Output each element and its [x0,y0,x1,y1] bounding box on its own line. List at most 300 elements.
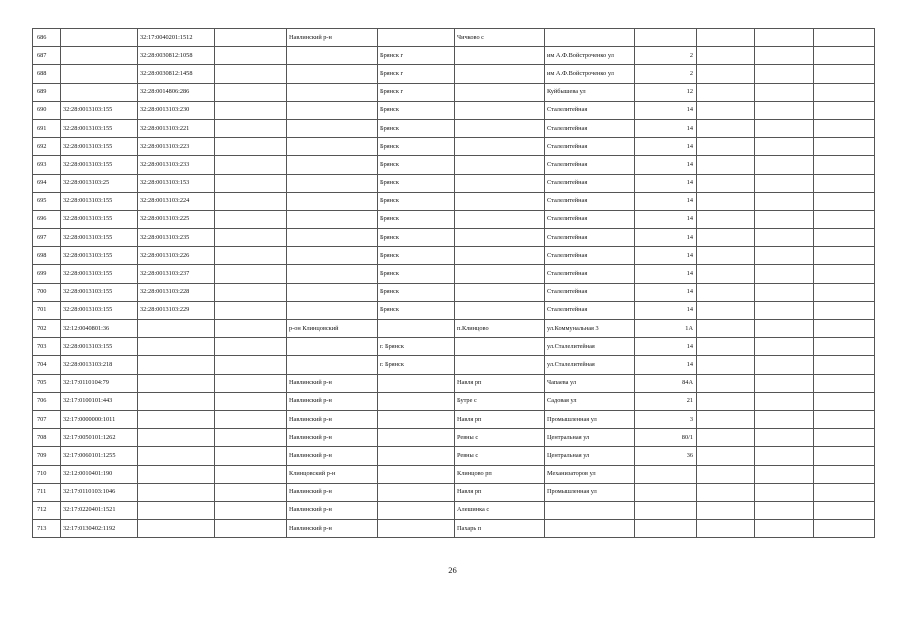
cell-extra-code [215,356,287,374]
cell-extra-code [215,119,287,137]
cell-extra-1 [697,47,755,65]
cell-cadastral-number: 32:28:0013103:153 [138,174,215,192]
cell-row-index: 689 [33,83,61,101]
cell-extra-3 [814,247,875,265]
cell-extra-code [215,520,287,538]
cell-city: Брянск [378,101,455,119]
table-row [33,101,875,119]
cell-extra-3 [814,119,875,137]
cell-city: Брянск [378,119,455,137]
cell-district: Навлинский р-н [287,29,378,47]
cell-row-index: 687 [33,47,61,65]
cell-extra-3 [814,410,875,428]
cell-extra-1 [697,392,755,410]
cell-extra-2 [755,338,814,356]
cell-extra-2 [755,356,814,374]
cell-row-index: 688 [33,65,61,83]
table-row [33,356,875,374]
cell-settlement [455,83,545,101]
cell-settlement [455,301,545,319]
cell-extra-3 [814,101,875,119]
cell-street: Сталелитейная [545,229,635,247]
cell-parent-cadastral-number: 32:28:0013103:155 [61,265,138,283]
cell-extra-2 [755,501,814,519]
cell-extra-code [215,29,287,47]
cell-extra-3 [814,192,875,210]
cell-city: Брянск [378,265,455,283]
cell-parent-cadastral-number [61,29,138,47]
cell-extra-2 [755,210,814,228]
table-row [33,338,875,356]
cell-street [545,501,635,519]
cell-extra-2 [755,119,814,137]
cell-parent-cadastral-number: 32:17:0110104:79 [61,374,138,392]
cell-extra-3 [814,320,875,338]
cell-parent-cadastral-number [61,47,138,65]
cell-extra-1 [697,283,755,301]
cell-house-number: 1А [635,320,697,338]
cell-street: Сталелитейная [545,156,635,174]
cell-street: Чапаева ул [545,374,635,392]
cell-parent-cadastral-number: 32:28:0013103:155 [61,229,138,247]
cell-district: Навлинский р-н [287,483,378,501]
cell-house-number: 14 [635,338,697,356]
cell-cadastral-number [138,501,215,519]
cell-settlement: Бутре с [455,392,545,410]
cell-district [287,101,378,119]
table-row [33,301,875,319]
cell-extra-2 [755,320,814,338]
cell-extra-code [215,301,287,319]
cell-extra-1 [697,138,755,156]
cell-district: Клинцовский р-н [287,465,378,483]
cell-extra-code [215,320,287,338]
page-number: 26 [448,565,457,575]
cell-settlement: Пахарь п [455,520,545,538]
table-row [33,174,875,192]
cell-district [287,356,378,374]
cell-extra-2 [755,174,814,192]
cell-extra-2 [755,101,814,119]
cell-street: Сталелитейная [545,301,635,319]
cell-district [287,83,378,101]
cell-extra-1 [697,447,755,465]
cell-extra-3 [814,338,875,356]
cell-parent-cadastral-number: 32:17:0130402:1192 [61,520,138,538]
cell-extra-code [215,429,287,447]
cell-settlement: Клинцово рп [455,465,545,483]
cell-extra-1 [697,520,755,538]
cell-extra-code [215,174,287,192]
cell-cadastral-number: 32:28:0030812:1458 [138,65,215,83]
cell-extra-1 [697,301,755,319]
cell-cadastral-number: 32:28:0013103:224 [138,192,215,210]
cell-extra-1 [697,192,755,210]
cell-extra-3 [814,29,875,47]
cell-parent-cadastral-number: 32:28:0013103:155 [61,119,138,137]
cell-row-index: 704 [33,356,61,374]
cell-extra-2 [755,192,814,210]
cell-street: ул.Сталелитейная [545,356,635,374]
cell-house-number [635,520,697,538]
cell-extra-code [215,83,287,101]
cell-house-number: 14 [635,192,697,210]
cell-city: г. Брянск [378,356,455,374]
table-row [33,447,875,465]
table-row [33,520,875,538]
cell-extra-code [215,265,287,283]
cell-row-index: 697 [33,229,61,247]
cell-settlement [455,174,545,192]
cell-cadastral-number [138,374,215,392]
cell-extra-code [215,374,287,392]
cell-street [545,520,635,538]
cell-settlement [455,229,545,247]
cell-house-number: 14 [635,283,697,301]
cell-house-number: 14 [635,119,697,137]
cell-house-number: 80/1 [635,429,697,447]
cell-house-number: 36 [635,447,697,465]
cell-settlement [455,356,545,374]
cell-house-number [635,483,697,501]
cell-extra-3 [814,392,875,410]
cell-extra-2 [755,392,814,410]
cell-street: Сталелитейная [545,119,635,137]
cell-extra-3 [814,47,875,65]
cell-parent-cadastral-number: 32:28:0013103:218 [61,356,138,374]
table-row [33,138,875,156]
cell-extra-code [215,247,287,265]
cell-extra-1 [697,101,755,119]
table-row [33,429,875,447]
cell-settlement: Навля рп [455,410,545,428]
table-row [33,192,875,210]
cell-district [287,47,378,65]
cell-extra-2 [755,374,814,392]
cell-extra-code [215,101,287,119]
cell-cadastral-number: 32:28:0013103:229 [138,301,215,319]
cell-extra-2 [755,429,814,447]
cell-extra-1 [697,374,755,392]
cell-extra-1 [697,501,755,519]
cell-city: Брянск [378,174,455,192]
cell-extra-1 [697,483,755,501]
cell-extra-code [215,283,287,301]
cell-parent-cadastral-number [61,65,138,83]
cell-extra-code [215,138,287,156]
cell-cadastral-number: 32:28:0013103:230 [138,101,215,119]
cell-city [378,501,455,519]
cell-cadastral-number: 32:28:0013103:223 [138,138,215,156]
cell-settlement: п.Клинцово [455,320,545,338]
cell-extra-code [215,465,287,483]
cell-settlement: Навля рп [455,374,545,392]
cell-district [287,210,378,228]
cell-district [287,65,378,83]
cell-district [287,338,378,356]
cell-extra-1 [697,229,755,247]
cell-extra-2 [755,301,814,319]
cell-settlement [455,338,545,356]
cell-street: Промышленная ул [545,410,635,428]
cell-extra-1 [697,65,755,83]
cell-row-index: 712 [33,501,61,519]
cell-house-number: 14 [635,138,697,156]
table-row [33,47,875,65]
cell-row-index: 711 [33,483,61,501]
cell-parent-cadastral-number: 32:17:0110103:1046 [61,483,138,501]
cell-row-index: 710 [33,465,61,483]
table-body [33,29,875,538]
cell-parent-cadastral-number: 32:28:0013103:155 [61,156,138,174]
table-row [33,320,875,338]
cell-parent-cadastral-number: 32:28:0013103:155 [61,210,138,228]
cell-street: ул.Сталелитейная [545,338,635,356]
cell-parent-cadastral-number: 32:28:0013103:155 [61,301,138,319]
cell-street: Сталелитейная [545,174,635,192]
cell-extra-3 [814,520,875,538]
cell-cadastral-number [138,392,215,410]
cell-row-index: 699 [33,265,61,283]
cell-house-number: 14 [635,356,697,374]
cell-extra-3 [814,283,875,301]
cell-extra-2 [755,520,814,538]
table-row [33,210,875,228]
cell-cadastral-number: 32:17:0040201:1512 [138,29,215,47]
cell-parent-cadastral-number: 32:12:0040801:36 [61,320,138,338]
cell-extra-code [215,338,287,356]
cell-city [378,410,455,428]
cell-extra-2 [755,465,814,483]
cell-extra-3 [814,210,875,228]
cell-extra-3 [814,229,875,247]
cell-extra-2 [755,138,814,156]
cell-settlement [455,210,545,228]
cell-row-index: 703 [33,338,61,356]
cell-district: Навлинский р-н [287,501,378,519]
cell-street: ул.Коммунальная 3 [545,320,635,338]
cell-district [287,229,378,247]
cell-extra-2 [755,447,814,465]
cell-city: Брянск г [378,47,455,65]
cell-house-number [635,465,697,483]
cell-house-number: 14 [635,247,697,265]
cell-row-index: 702 [33,320,61,338]
cell-extra-2 [755,247,814,265]
cell-city: Брянск [378,247,455,265]
cell-city: Брянск [378,210,455,228]
table-row [33,65,875,83]
cell-city [378,520,455,538]
cell-cadastral-number: 32:28:0013103:237 [138,265,215,283]
cell-row-index: 706 [33,392,61,410]
cell-street: Сталелитейная [545,210,635,228]
cell-street: Промышленная ул [545,483,635,501]
table-row [33,483,875,501]
cell-street [545,29,635,47]
cell-house-number: 14 [635,156,697,174]
cell-cadastral-number [138,520,215,538]
cell-city [378,374,455,392]
cell-extra-2 [755,410,814,428]
cell-settlement [455,119,545,137]
cell-row-index: 707 [33,410,61,428]
cell-settlement [455,47,545,65]
cell-parent-cadastral-number: 32:28:0013103:25 [61,174,138,192]
cell-city [378,320,455,338]
cell-extra-3 [814,156,875,174]
cell-parent-cadastral-number: 32:28:0013103:155 [61,192,138,210]
cell-extra-1 [697,320,755,338]
cell-row-index: 691 [33,119,61,137]
cell-parent-cadastral-number: 32:28:0013103:155 [61,247,138,265]
cell-district [287,247,378,265]
cell-parent-cadastral-number: 32:17:0220401:1521 [61,501,138,519]
cell-city: Брянск [378,301,455,319]
cell-cadastral-number: 32:28:0030812:1058 [138,47,215,65]
cell-settlement [455,138,545,156]
cell-street: Куйбышева ул [545,83,635,101]
cell-extra-2 [755,83,814,101]
cell-extra-3 [814,483,875,501]
cell-cadastral-number: 32:28:0014806:286 [138,83,215,101]
document-sheet [32,28,874,538]
cell-cadastral-number [138,465,215,483]
cell-parent-cadastral-number: 32:17:0060101:1255 [61,447,138,465]
cell-extra-code [215,65,287,83]
cell-district: Навлинский р-н [287,520,378,538]
cell-cadastral-number: 32:28:0013103:225 [138,210,215,228]
cell-settlement [455,156,545,174]
cell-city [378,483,455,501]
cell-city [378,429,455,447]
cell-district: р-он Клинцовский [287,320,378,338]
cell-row-index: 708 [33,429,61,447]
cell-extra-3 [814,265,875,283]
cell-city: Брянск [378,192,455,210]
table-row [33,265,875,283]
cell-row-index: 705 [33,374,61,392]
register-table [32,28,875,538]
cell-house-number: 3 [635,410,697,428]
cell-cadastral-number [138,320,215,338]
cell-settlement: Навля рп [455,483,545,501]
cell-row-index: 693 [33,156,61,174]
cell-district [287,265,378,283]
cell-extra-1 [697,210,755,228]
cell-district [287,301,378,319]
cell-row-index: 692 [33,138,61,156]
cell-district [287,119,378,137]
table-row [33,392,875,410]
cell-row-index: 686 [33,29,61,47]
cell-row-index: 701 [33,301,61,319]
table-row [33,465,875,483]
cell-house-number: 14 [635,174,697,192]
cell-extra-code [215,47,287,65]
cell-extra-3 [814,65,875,83]
cell-extra-2 [755,265,814,283]
cell-parent-cadastral-number: 32:17:0050101:1262 [61,429,138,447]
cell-city: Брянск [378,283,455,301]
cell-cadastral-number [138,338,215,356]
cell-extra-code [215,447,287,465]
cell-extra-code [215,392,287,410]
cell-extra-3 [814,138,875,156]
cell-settlement [455,192,545,210]
cell-extra-3 [814,356,875,374]
cell-extra-2 [755,156,814,174]
cell-extra-3 [814,429,875,447]
table-row [33,410,875,428]
cell-district: Навлинский р-н [287,392,378,410]
cell-extra-1 [697,465,755,483]
cell-extra-1 [697,83,755,101]
table-row [33,156,875,174]
cell-city: г. Брянск [378,338,455,356]
cell-house-number [635,501,697,519]
cell-extra-1 [697,356,755,374]
cell-extra-3 [814,447,875,465]
cell-cadastral-number [138,429,215,447]
cell-house-number: 14 [635,101,697,119]
cell-extra-1 [697,29,755,47]
cell-row-index: 713 [33,520,61,538]
cell-street: Сталелитейная [545,101,635,119]
cell-street: им А.Ф.Войстроченко ул [545,47,635,65]
cell-cadastral-number: 32:28:0013103:226 [138,247,215,265]
cell-settlement: Алешинка с [455,501,545,519]
cell-extra-2 [755,229,814,247]
cell-parent-cadastral-number: 32:28:0013103:155 [61,283,138,301]
cell-parent-cadastral-number: 32:28:0013103:155 [61,138,138,156]
cell-settlement: Ревны с [455,447,545,465]
cell-extra-2 [755,29,814,47]
cell-house-number: 2 [635,65,697,83]
table-row [33,229,875,247]
cell-settlement [455,265,545,283]
cell-house-number: 14 [635,301,697,319]
cell-settlement: Ревны с [455,429,545,447]
cell-parent-cadastral-number [61,83,138,101]
table-row [33,374,875,392]
cell-extra-2 [755,483,814,501]
cell-city [378,29,455,47]
cell-city: Брянск г [378,83,455,101]
cell-district [287,283,378,301]
cell-house-number: 84А [635,374,697,392]
cell-parent-cadastral-number: 32:17:0000000:1011 [61,410,138,428]
cell-city: Брянск [378,156,455,174]
cell-extra-3 [814,83,875,101]
cell-district [287,192,378,210]
cell-parent-cadastral-number: 32:28:0013103:155 [61,338,138,356]
cell-row-index: 709 [33,447,61,465]
cell-district [287,156,378,174]
cell-cadastral-number: 32:28:0013103:221 [138,119,215,137]
cell-row-index: 690 [33,101,61,119]
cell-house-number: 12 [635,83,697,101]
cell-street: Сталелитейная [545,192,635,210]
cell-extra-1 [697,247,755,265]
cell-extra-1 [697,174,755,192]
cell-parent-cadastral-number: 32:12:0010401:190 [61,465,138,483]
cell-extra-1 [697,119,755,137]
cell-district: Навлинский р-н [287,447,378,465]
cell-parent-cadastral-number: 32:17:0100101:443 [61,392,138,410]
table-row [33,119,875,137]
cell-row-index: 698 [33,247,61,265]
